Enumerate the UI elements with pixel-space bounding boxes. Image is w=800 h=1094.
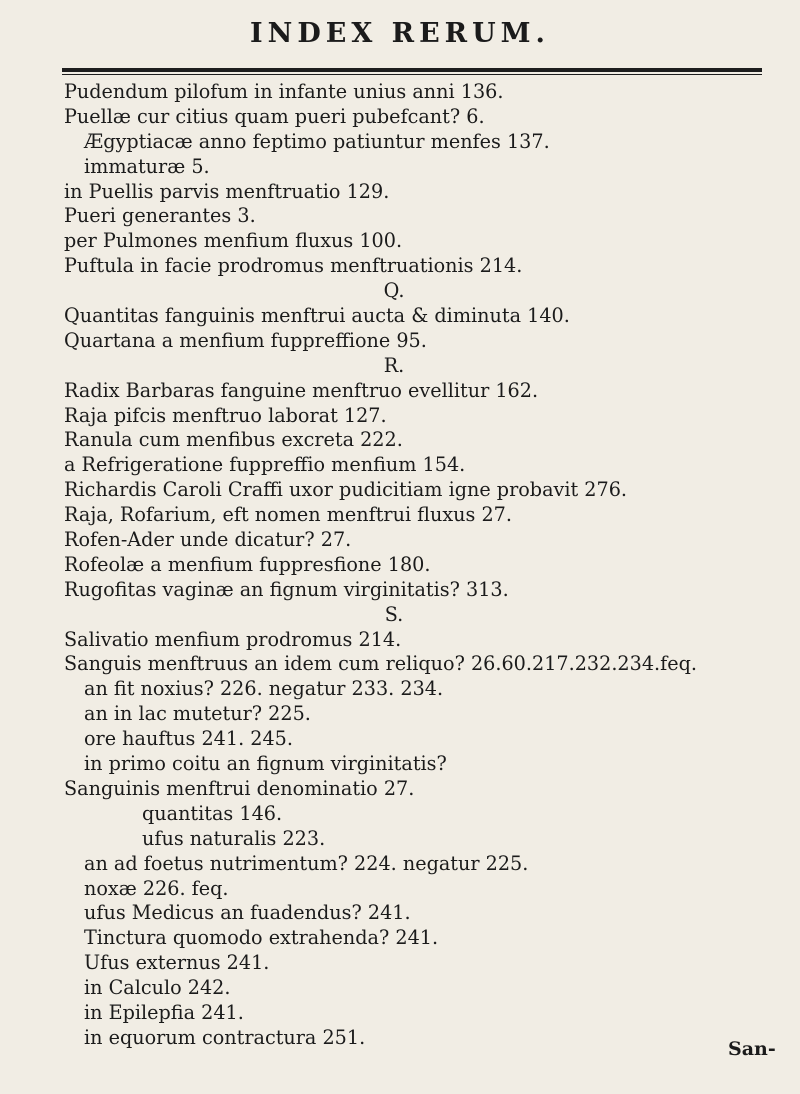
index-entry-text: Quartana a menfium fuppreffione 95. [64,328,427,352]
index-entry [64,901,784,926]
index-entry-text: Pueri generantes 3. [64,204,256,228]
index-entry-text: immaturæ 5. [84,154,210,178]
index-entry [64,752,784,777]
index-entry [64,503,784,528]
index-entry-text: Salivatio menfium prodromus 214. [64,627,402,651]
index-entry-text: in primo coitu an fignum virginitatis? [84,752,447,776]
index-entry [64,628,784,653]
index-entry-text: a Refrigeratione fuppreffio menfium 154. [64,453,466,477]
index-entry-text: Radix Barbaras fanguine menftruo evellitur 162. [64,378,539,402]
index-entry [64,404,784,429]
index-entry-text: an in lac mutetur? 225. [84,702,311,726]
index-entry-text: Rofen-Ader unde dicatur? 27. [64,528,352,552]
index-entry [64,453,784,478]
page-header-title: INDEX RERUM. [250,18,550,49]
index-entry-text: quantitas 146. [142,801,283,825]
section-letter-text: R. [383,353,405,377]
index-entry [64,180,784,205]
section-letter [64,354,724,379]
index-entry-text: ore hauftus 241. 245. [84,727,293,751]
index-entry-text: in Puellis parvis menftruatio 129. [64,179,390,203]
index-entry-text: in Epilepfia 241. [84,1000,244,1024]
index-entry [64,105,784,130]
index-entry-text: Sanguis menftruus an idem cum reliquo? 26.60.217.232.234.feq. [64,652,697,676]
index-entry-text: noxæ 226. feq. [84,876,229,900]
index-entry [64,827,784,852]
section-letter [64,279,724,304]
index-entry-text: Rugofitas vaginæ an fignum virginitatis? 313. [64,577,509,601]
index-entry-text: Raja, Rofarium, eft nomen menftrui fluxus 27. [64,503,512,527]
index-entry-text: Ægyptiacæ anno feptimo patiuntur menfes 137. [84,129,550,153]
index-entry-text: Richardis Caroli Craffi uxor pudicitiam igne probavit 276. [64,478,628,502]
index-entry [64,80,784,105]
index-entry [64,379,784,404]
index-entry [64,677,784,702]
index-entry [64,1001,784,1026]
index-entry [64,702,784,727]
index-entries [64,80,784,1051]
index-entry [64,155,784,180]
index-entry-text: Ufus externus 241. [84,951,270,975]
index-entry [64,478,784,503]
header-rule-thin [62,74,762,75]
index-entry [64,852,784,877]
index-entry [64,777,784,802]
index-entry [64,229,784,254]
index-entry [64,802,784,827]
index-entry [64,254,784,279]
index-entry [64,304,784,329]
index-entry [64,204,784,229]
index-entry-text: Raja pifcis menftruo laborat 127. [64,403,387,427]
index-entry-text: ufus Medicus an fuadendus? 241. [84,901,411,925]
index-entry [64,877,784,902]
index-entry-text: Rofeolæ a menfium fuppresfione 180. [64,552,431,576]
index-entry-text: per Pulmones menfium fluxus 100. [64,229,403,253]
index-entry-text: an ad foetus nutrimentum? 224. negatur 225. [84,851,529,875]
index-entry [64,578,784,603]
index-entry-text: in Calculo 242. [84,976,231,1000]
index-entry [64,130,784,155]
index-entry [64,976,784,1001]
index-entry [64,428,784,453]
index-entry [64,727,784,752]
index-entry [64,553,784,578]
section-letter [64,603,724,628]
header-rule-thick [62,68,762,72]
index-entry [64,528,784,553]
index-entry [64,652,784,677]
section-letter-text: Q. [383,279,405,303]
catchword: San- [728,1038,776,1060]
section-letter-text: S. [384,602,404,626]
index-entry [64,329,784,354]
index-entry-text: Tinctura quomodo extrahenda? 241. [84,926,439,950]
index-entry-text: Puftula in facie prodromus menftruationis 214. [64,254,523,278]
index-entry-text: ufus naturalis 223. [142,826,326,850]
index-entry [64,1026,784,1051]
index-entry-text: an fit noxius? 226. negatur 233. 234. [84,677,444,701]
index-entry [64,951,784,976]
index-entry [64,926,784,951]
index-entry-text: Ranula cum menfibus excreta 222. [64,428,403,452]
index-entry-text: in equorum contractura 251. [84,1025,366,1049]
index-entry-text: Sanguinis menftrui denominatio 27. [64,776,415,800]
index-entry-text: Puellæ cur citius quam pueri pubefcant? 6. [64,104,485,128]
index-entry-text: Pudendum pilofum in infante unius anni 136. [64,80,504,103]
index-entry-text: Quantitas fanguinis menftrui aucta & diminuta 140. [64,304,570,328]
